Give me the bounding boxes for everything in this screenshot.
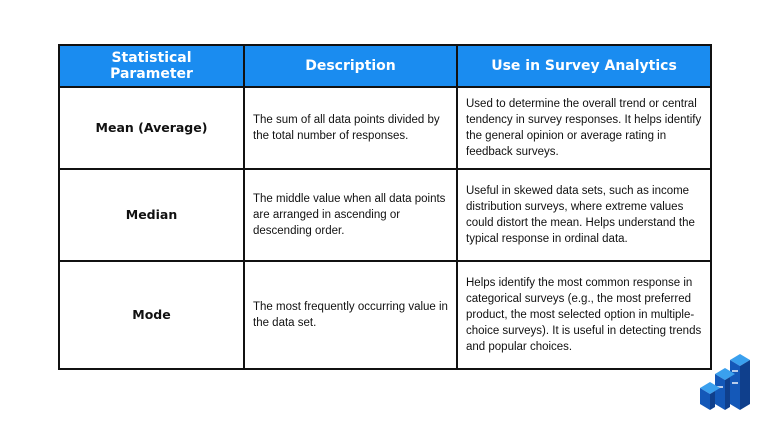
stacked-cubes-bar-icon bbox=[700, 352, 750, 410]
column-header-description: Description bbox=[244, 45, 457, 87]
table-row-mode bbox=[59, 261, 711, 369]
statistics-table bbox=[58, 44, 712, 370]
parameter-description: The sum of all data points divided by the total number of responses. bbox=[244, 87, 457, 169]
table-row-median bbox=[59, 169, 711, 261]
parameter-name: Mode bbox=[59, 261, 244, 369]
parameter-use: Helps identify the most common response in categorical surveys (e.g., the most preferred product, the most selected option in multiple-choice surveys). It is useful in detecting trends and popular choices. bbox=[457, 261, 711, 369]
column-header-use-in-survey-analytics: Use in Survey Analytics bbox=[457, 45, 711, 87]
table-header-row bbox=[59, 45, 711, 87]
table-row-mean bbox=[59, 87, 711, 169]
column-header-statistical-parameter: Statistical Parameter bbox=[59, 45, 244, 87]
parameter-use: Useful in skewed data sets, such as income distribution surveys, where extreme values could distort the mean. Helps understand the typical response in ordinal data. bbox=[457, 169, 711, 261]
parameter-description: The most frequently occurring value in the data set. bbox=[244, 261, 457, 369]
parameter-description: The middle value when all data points are arranged in ascending or descending order. bbox=[244, 169, 457, 261]
parameter-use: Used to determine the overall trend or central tendency in survey responses. It helps identify the general opinion or average rating in feedback surveys. bbox=[457, 87, 711, 169]
parameter-name: Mean (Average) bbox=[59, 87, 244, 169]
parameter-name: Median bbox=[59, 169, 244, 261]
